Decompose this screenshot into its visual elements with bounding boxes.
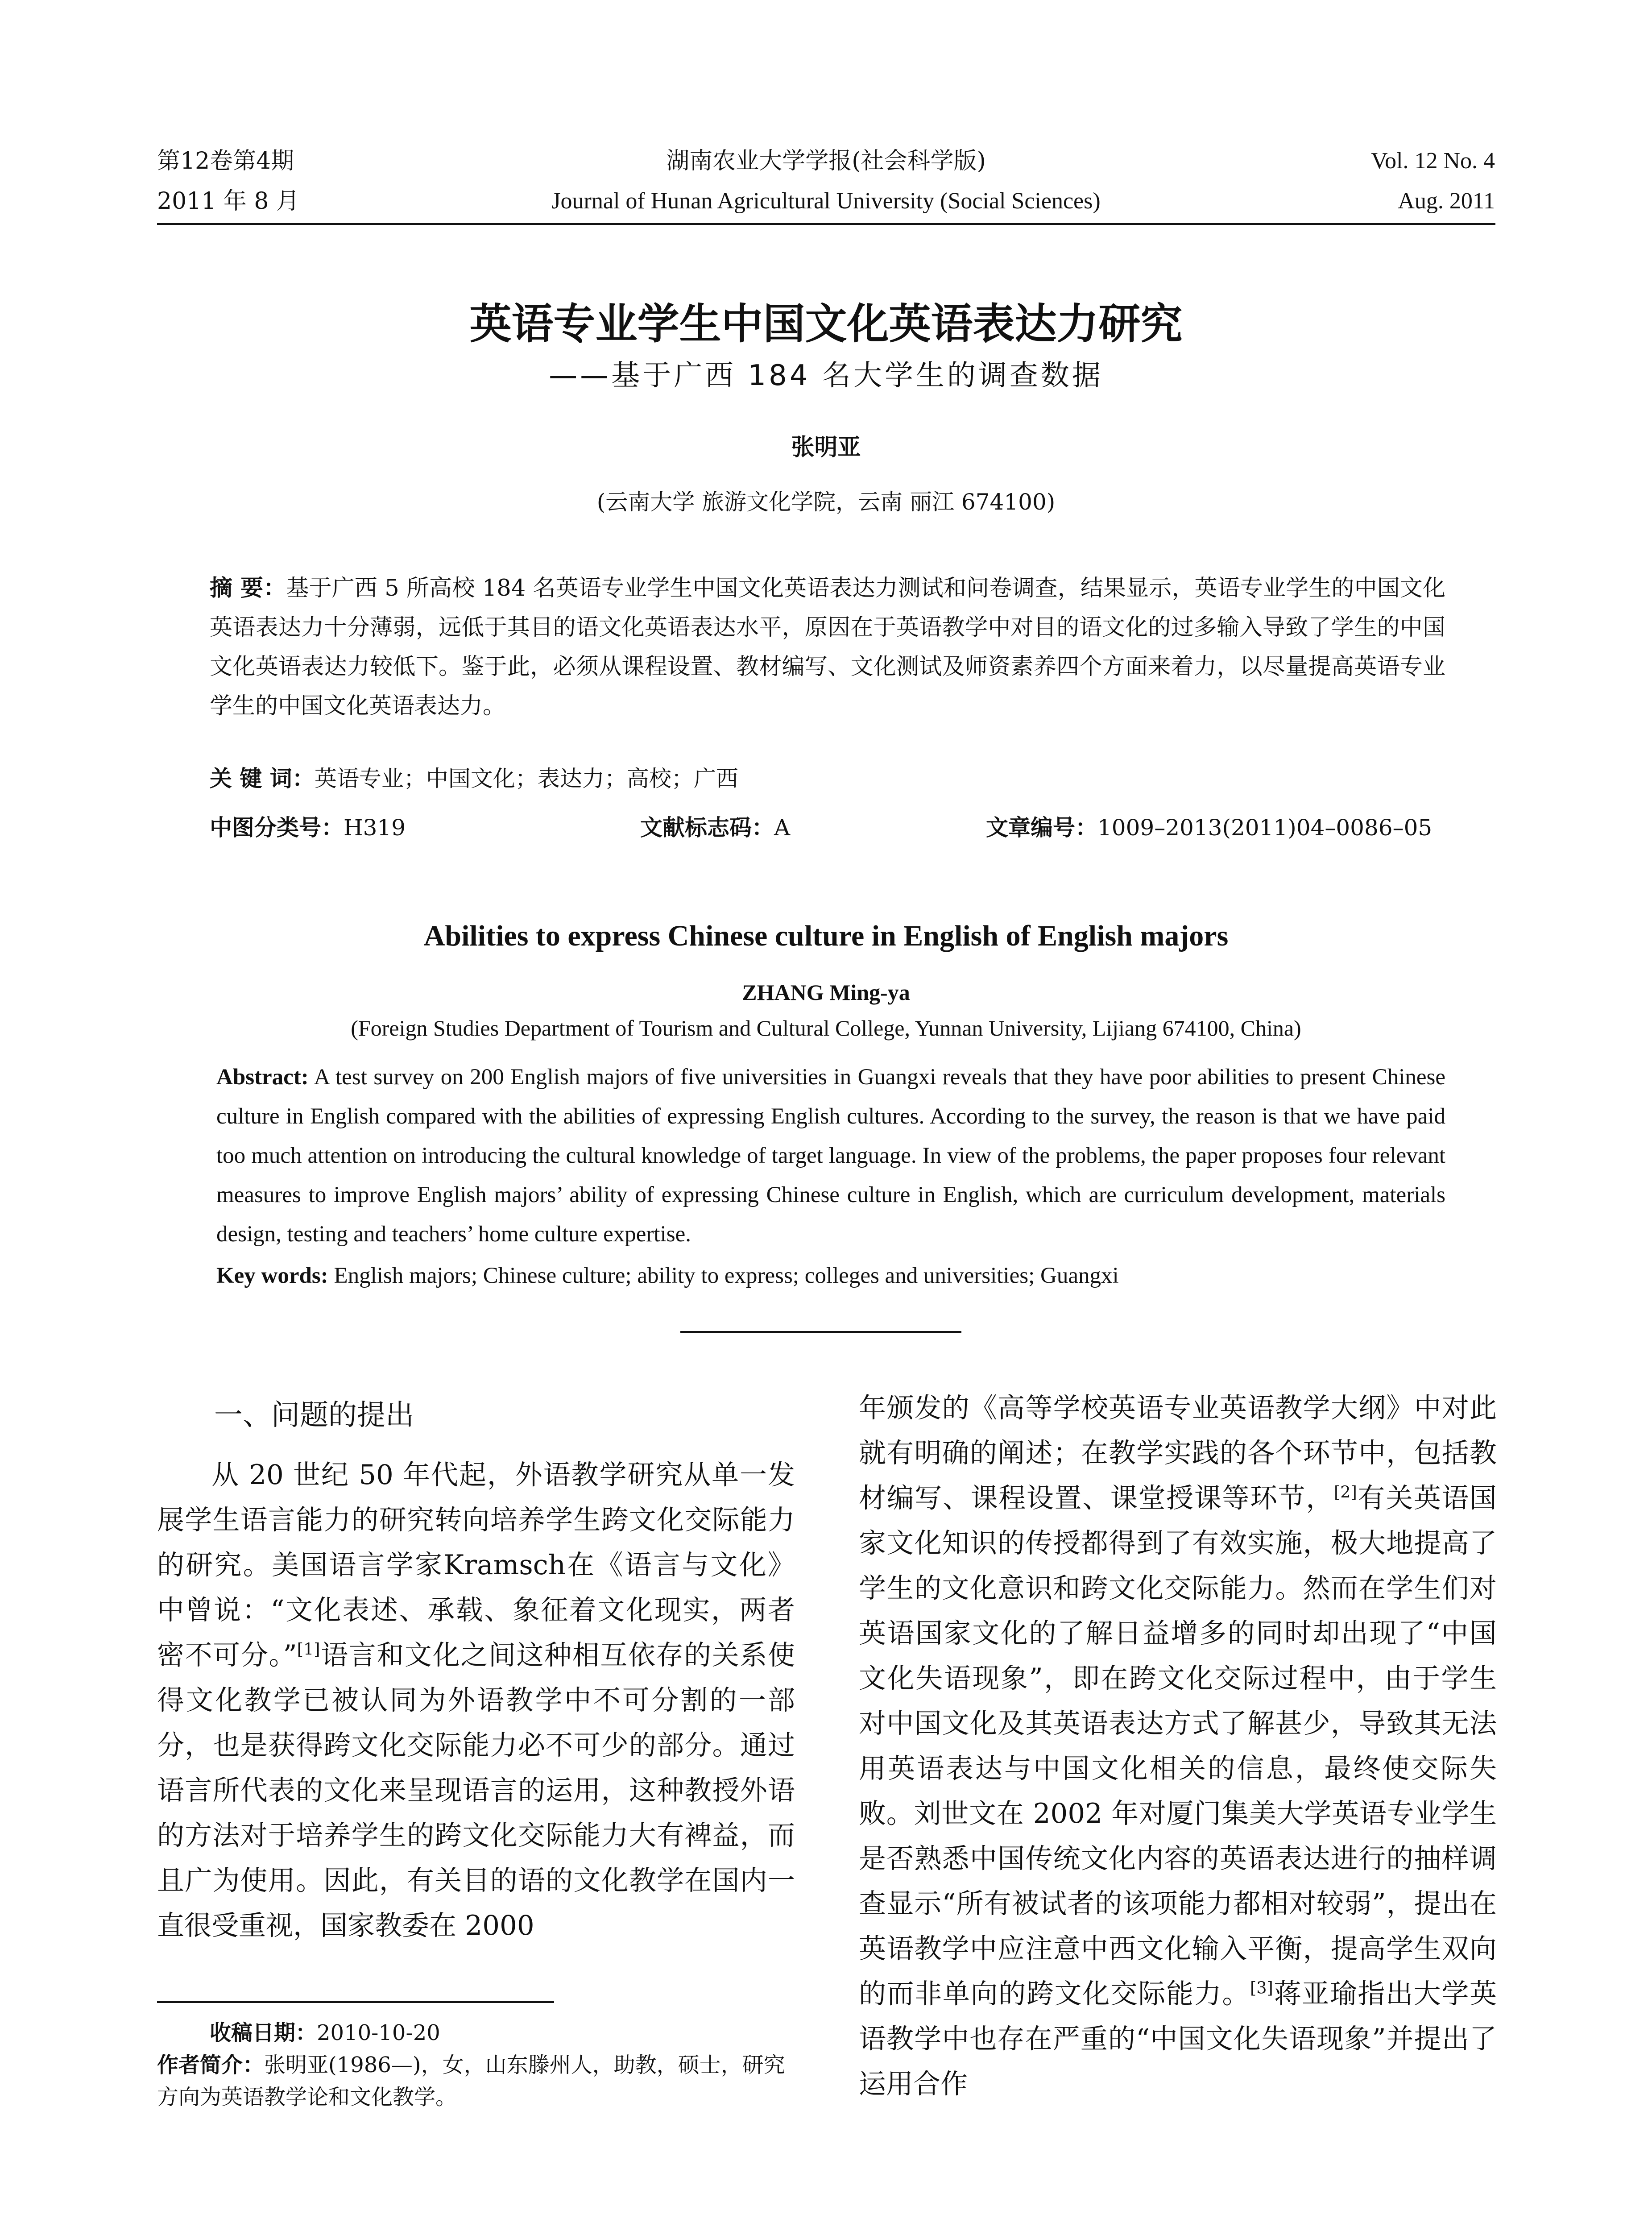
header-volume: Vol. 12 No. 4 [1371, 148, 1495, 174]
abstract-en-label: Abstract: [216, 1065, 309, 1090]
header-journal-cn: 湖南农业大学学报(社会科学版) [666, 148, 986, 174]
citation-3: [3] [1250, 1978, 1273, 1998]
author-bio: 张明亚(1986—)，女，山东滕州人，助教，硕士，研究方向为英语教学论和文化教学。 [157, 2053, 785, 2110]
document-code [640, 810, 790, 842]
author-name-en: ZHANG Ming-ya [742, 980, 910, 1005]
abstract-cn [210, 569, 1445, 726]
keywords-en [216, 1263, 1119, 1289]
header-journal-en: Journal of Hunan Agricultural University (Social Sciences) [551, 188, 1101, 214]
section-divider [680, 1331, 961, 1333]
keywords-en-text: English majors; Chinese culture; ability to express; colleges and universities; Guangxi [328, 1263, 1119, 1288]
received-date: 2010-10-20 [317, 2020, 440, 2045]
affiliation-cn: (云南大学 旅游文化学院，云南 丽江 674100) [596, 489, 1056, 515]
title-en: Abilities to express Chinese culture in English of English majors [423, 920, 1229, 952]
bio-label: 作者简介： [157, 2053, 265, 2078]
body-left-text-1: 从 20 世纪 50 年代起，外语教学研究从单一发展学生语言能力的研究转向培养学生跨文化交际能力的研究。美国语言学家Kramsch在《语言与文化》中曾说：“文化表述、承载、象征着文化现实，两者密不可分。” [157, 1459, 795, 1671]
body-left-paragraph [157, 1452, 795, 1948]
abstract-en [216, 1057, 1445, 1254]
received-label: 收稿日期： [210, 2020, 317, 2045]
page-subtitle: ——基于广西 184 名大学生的调查数据 [549, 359, 1103, 392]
keywords-cn-text: 英语专业；中国文化；表达力；高校；广西 [314, 766, 738, 792]
footnote [157, 2017, 795, 2113]
abstract-cn-text: 基于广西 5 所高校 184 名英语专业学生中国文化英语表达力测试和问卷调查，结果显示，英语专业学生的中国文化英语表达力十分薄弱，远低于其目的语文化英语表达水平，原因在于英语教学中对目的语文化的过多输入导致了学生的中国文化英语表达力较低下。鉴于此，必须从课程设置、教材编写、文化测试及师资素养四个方面来着力，以尽量提高英语专业学生的中国文化英语表达力。 [210, 575, 1445, 719]
clc-label: 中图分类号： [210, 815, 344, 841]
article-number-label: 文章编号： [986, 815, 1097, 841]
article-number-value: 1009–2013(2011)04–0086–05 [1097, 815, 1433, 841]
footnote-rule [157, 2001, 554, 2003]
clc-value: H319 [344, 815, 406, 841]
article-number [986, 810, 1432, 842]
header-date: 2011 年 8 月 [157, 188, 300, 215]
header-month: Aug. 2011 [1398, 188, 1495, 214]
doc-code-label: 文献标志码： [640, 815, 774, 841]
page-title: 英语专业学生中国文化英语表达力研究 [469, 300, 1183, 348]
section-heading: 一、问题的提出 [214, 1399, 414, 1432]
header-issue: 第12卷第4期 [157, 148, 294, 174]
abstract-en-text: A test survey on 200 English majors of five universities in Guangxi reveals that they have poor abilities to present Chinese culture in English compared with the abilities of expressing English cultures. According to the survey, the reason is that we have paid too much attention on introducing the cultural knowledge of target language. In view of the problems, the paper proposes four relevant measures to improve English majors’ ability of expressing Chinese culture in English, which are curriculum development, materials design, testing and teachers’ home culture expertise. [216, 1065, 1445, 1247]
keywords-en-label: Key words: [216, 1263, 328, 1288]
keywords-cn [210, 761, 738, 793]
keywords-cn-label: 关 键 词： [210, 766, 315, 792]
abstract-cn-label: 摘 要： [210, 575, 286, 601]
header-rule [157, 223, 1495, 225]
affiliation-en: (Foreign Studies Department of Tourism and Cultural College, Yunnan University, Lijiang 674100, China) [351, 1016, 1301, 1041]
citation-1: [1] [297, 1639, 320, 1659]
doc-code-value: A [774, 815, 791, 841]
body-right-text-2: 有关英语国家文化知识的传授都得到了有效实施，极大地提高了学生的文化意识和跨文化交际能力。然而在学生们对英语国家文化的了解日益增多的同时却出现了“中国文化失语现象”，即在跨文化交际过程中，由于学生对中国文化及其英语表达方式了解甚少，导致其无法用英语表达与中国文化相关的信息，最终使交际失败。刘世文在 2002 年对厦门集美大学英语专业学生是否熟悉中国传统文化内容的英语表达进行的抽样调查显示“所有被试者的该项能力都相对较弱”，提出在英语教学中应注意中西文化输入平衡，提高学生双向的而非单向的跨文化交际能力。 [859, 1482, 1497, 2010]
body-right-paragraph [859, 1385, 1497, 2107]
citation-2: [2] [1333, 1482, 1357, 1502]
body-left-text-2: 语言和文化之间这种相互依存的关系使得文化教学已被认同为外语教学中不可分割的一部分，也是获得跨文化交际能力必不可少的部分。通过语言所代表的文化来呈现语言的运用，这种教授外语的方法对于培养学生的跨文化交际能力大有裨益，而且广为使用。因此，有关目的语的文化教学在国内一直很受重视，国家教委在 2000 [157, 1639, 795, 1941]
body-right-text-1: 年颁发的《高等学校英语专业英语教学大纲》中对此就有明确的阐述；在教学实践的各个环节中，包括教材编写、课程设置、课堂授课等环节， [859, 1392, 1497, 1514]
clc-number [210, 810, 406, 842]
author-name-cn: 张明亚 [791, 434, 861, 461]
body-right-text-3: 蒋亚瑜指出大学英语教学中也存在严重的“中国文化失语现象”并提出了运用合作 [859, 1978, 1497, 2100]
